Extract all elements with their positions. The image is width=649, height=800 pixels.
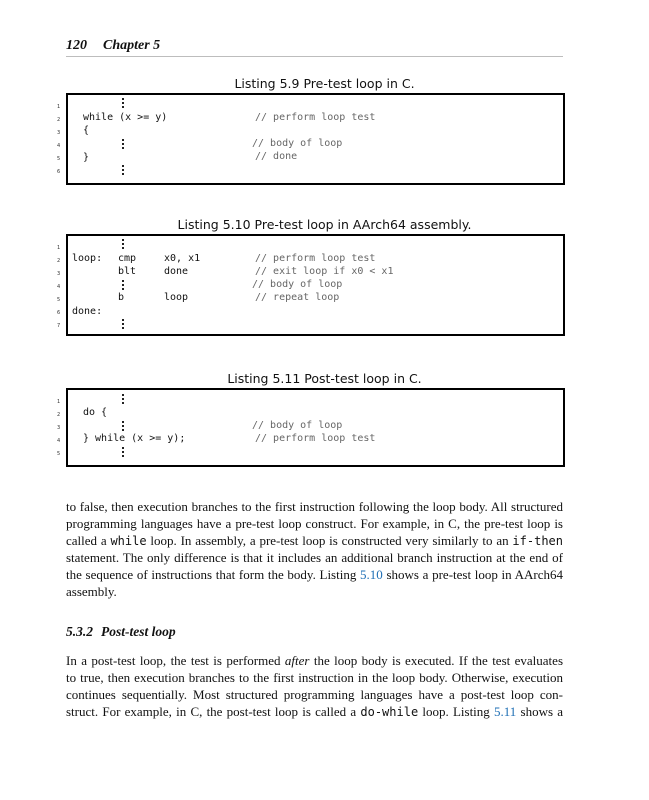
code-comment: // body of loop (252, 138, 343, 149)
line-number: 1 (57, 245, 61, 251)
line-number: 5 (57, 156, 61, 162)
line-number: 7 (57, 323, 61, 329)
paragraph-line: statement. The only difference is that it includes an additional branch instruction at the end of (66, 550, 563, 565)
ellipsis-dots (122, 319, 126, 329)
ellipsis-dots (122, 139, 126, 149)
paragraph-line: In a post-test loop, the test is performed after the loop body is executed. If the test evaluates (66, 653, 563, 668)
line-number: 4 (57, 438, 61, 444)
listing-5-9-caption: Listing 5.9 Pre-test loop in C. (234, 76, 415, 91)
line-number: 3 (57, 425, 61, 431)
asm-label: done: (72, 306, 103, 317)
ellipsis-dots (122, 447, 126, 457)
asm-operands: x0, x1 (164, 253, 201, 264)
line-number: 5 (57, 451, 61, 457)
paragraph-line: continues sequentially. Most structured programming languages have a post-test loop con- (66, 687, 563, 702)
code-comment: // perform loop test (255, 433, 376, 444)
code-line: do { (83, 407, 108, 418)
body-paragraph (66, 652, 563, 720)
ellipsis-dots (122, 165, 126, 175)
paragraph-line: programming languages have a pre-test loop construct. For example, in C, the pre-test loop is (66, 516, 563, 531)
paragraph-line: assembly. (66, 584, 117, 599)
inline-code: do-while (360, 705, 419, 719)
line-number: 3 (57, 271, 61, 277)
running-header (66, 36, 563, 57)
listing-5-11-caption: Listing 5.11 Post-test loop in C. (227, 371, 422, 386)
paragraph-line: struct. For example, in C, the post-test loop is called a do-while loop. Listing 5.11 shows a (66, 704, 563, 719)
chapter-title: Chapter 5 (103, 38, 161, 53)
line-number: 1 (57, 104, 61, 110)
asm-label: loop: (72, 253, 103, 264)
ellipsis-dots (122, 98, 126, 108)
section-title: Post-test loop (101, 624, 176, 639)
code-line: } while (x >= y); (83, 433, 186, 444)
line-number: 6 (57, 169, 61, 175)
ellipsis-dots (122, 421, 126, 431)
code-comment: // body of loop (252, 420, 343, 431)
ellipsis-dots (122, 394, 126, 404)
code-line: { (83, 125, 90, 136)
code-comment: // body of loop (252, 279, 343, 290)
asm-opcode: blt (118, 266, 137, 277)
code-line: while (x >= y) (83, 112, 168, 123)
code-line: } (83, 152, 90, 163)
ellipsis-dots (122, 239, 126, 249)
line-number: 1 (57, 399, 61, 405)
paragraph-line: the sequence of instructions that form the body. Listing 5.10 shows a pre-test loop in AArch64 (66, 567, 564, 582)
code-comment: // perform loop test (255, 253, 376, 264)
asm-opcode: cmp (118, 253, 137, 264)
asm-operands: done (164, 266, 189, 277)
paragraph-line: to true, then execution branches to the first instruction in the loop body. Otherwise, execution (66, 670, 563, 685)
inline-code: while (110, 534, 147, 548)
listing-5-10-caption: Listing 5.10 Pre-test loop in AArch64 assembly. (177, 217, 472, 232)
line-number: 3 (57, 130, 61, 136)
line-number: 5 (57, 297, 61, 303)
line-number: 4 (57, 143, 61, 149)
code-comment: // repeat loop (255, 292, 340, 303)
line-number: 6 (57, 310, 61, 316)
listing-5-11-link[interactable]: 5.11 (494, 704, 517, 719)
paragraph-line: called a while loop. In assembly, a pre-test loop is constructed very similarly to an if-then (66, 533, 563, 548)
ellipsis-dots (122, 280, 126, 290)
emphasis: after (284, 653, 310, 668)
section-heading (66, 624, 176, 640)
listing-5-10-link[interactable]: 5.10 (360, 567, 383, 582)
code-comment: // perform loop test (255, 112, 376, 123)
page-number: 120 (66, 38, 87, 53)
asm-opcode: b (118, 292, 125, 303)
inline-code: if-then (512, 534, 563, 548)
asm-operands: loop (164, 292, 189, 303)
section-number: 5.3.2 (66, 624, 93, 639)
code-comment: // done (255, 151, 298, 162)
line-number: 2 (57, 412, 61, 418)
line-number: 4 (57, 284, 61, 290)
code-comment: // exit loop if x0 < x1 (255, 266, 394, 277)
line-number: 2 (57, 258, 61, 264)
line-number: 2 (57, 117, 61, 123)
paragraph-line: to false, then execution branches to the first instruction following the loop body. All structured (66, 499, 563, 514)
body-paragraph (66, 498, 563, 600)
